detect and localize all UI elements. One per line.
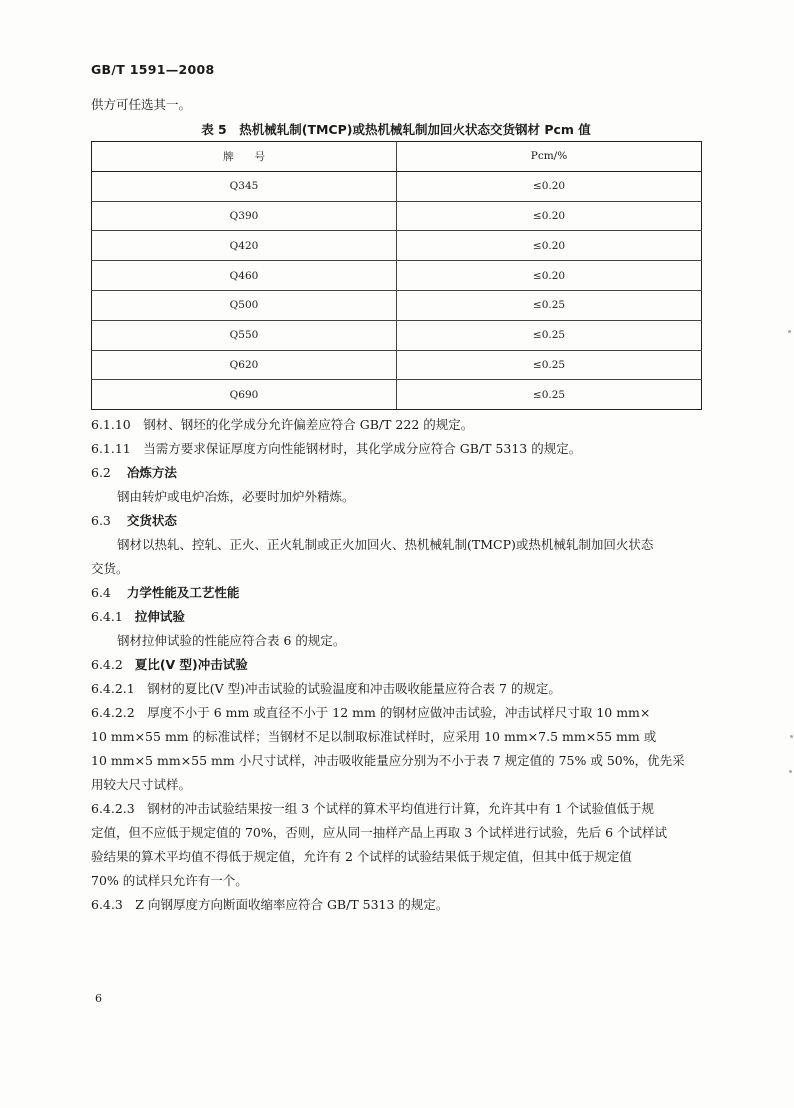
section-6-4-1-heading [91,607,185,625]
scan-speck [789,770,792,773]
clause-6-4-3: 6.4.3 Z 向钢厚度方向断面收缩率应符合 GB/T 5313 的规定。 [91,897,449,912]
table-5 [91,141,702,410]
clause-6-4-2-2-line-4: 用较大尺寸试样。 [91,777,192,792]
pcm-cell: ≤0.25 [397,350,702,380]
section-title: 夏比(V 型)冲击试验 [134,657,248,672]
section-6-4-2-heading [91,655,248,673]
pcm-cell: ≤0.20 [397,231,702,261]
grade-cell: Q420 [92,231,397,261]
section-number: 6.2 [91,465,111,480]
table-header-row [92,142,702,172]
table-row [92,320,702,350]
section-6-4-1-text: 钢材拉伸试验的性能应符合表 6 的规定。 [117,633,346,648]
grade-column-header: 牌 号 [92,142,397,172]
scan-speck [788,330,791,333]
pcm-cell: ≤0.25 [397,320,702,350]
pcm-column-header: Pcm/% [397,142,702,172]
grade-cell: Q460 [92,261,397,291]
clause-6-4-2-1: 6.4.2.1 钢材的夏比(V 型)冲击试验的试验温度和冲击吸收能量应符合表 7 的规定。 [91,681,561,696]
section-6-2-text: 钢由转炉或电炉冶炼，必要时加炉外精炼。 [117,489,355,504]
grade-cell: Q345 [92,171,397,201]
grade-cell: Q550 [92,320,397,350]
clause-6-4-2-2-line-2: 10 mm×55 mm 的标准试样；当钢材不足以制取标准试样时，应采用 10 mm×7.5 mm×55 mm 或 [91,729,657,744]
table-row [92,231,702,261]
section-6-3-text-line-2: 交货。 [91,561,129,576]
section-number: 6.4 [91,585,111,600]
scan-speck [790,735,793,738]
intro-text: 供方可任选其一。 [91,97,192,112]
section-number: 6.4.2 [91,657,123,672]
section-title: 交货状态 [126,513,177,528]
grade-cell: Q690 [92,380,397,410]
clause-6-4-2-3-line-2: 定值，但不应低于规定值的 70%，否则，应从同一抽样产品上再取 3 个试样进行试验，先后 6 个试样试 [91,825,668,840]
section-title: 力学性能及工艺性能 [126,585,240,600]
grade-cell: Q620 [92,350,397,380]
table-row [92,261,702,291]
table-row [92,290,702,320]
section-number: 6.3 [91,513,111,528]
section-6-2-heading [91,463,177,481]
table-row [92,380,702,410]
clause-6-4-2-2-line-3: 10 mm×5 mm×55 mm 小尺寸试样，冲击吸收能量应分别为不小于表 7 规定值的 75% 或 50%，优先采 [91,753,685,768]
clause-6-4-2-2-line-1: 6.4.2.2 厚度不小于 6 mm 或直径不小于 12 mm 的钢材应做冲击试验，冲击试样尺寸取 10 mm× [91,705,651,720]
table-row [92,350,702,380]
grade-cell: Q500 [92,290,397,320]
table-row [92,201,702,231]
pcm-cell: ≤0.20 [397,171,702,201]
section-6-3-text-line-1: 钢材以热轧、控轧、正火、正火轧制或正火加回火、热机械轧制(TMCP)或热机械轧制加回火状态 [117,537,654,552]
pcm-cell: ≤0.20 [397,201,702,231]
pcm-cell: ≤0.25 [397,290,702,320]
clause-6-4-2-3-line-1: 6.4.2.3 钢材的冲击试验结果按一组 3 个试样的算术平均值进行计算，允许其中有 1 个试验值低于规 [91,801,655,816]
table-5-title: 表 5 热机械轧制(TMCP)或热机械轧制加回火状态交货钢材 Pcm 值 [201,122,591,137]
clause-6-1-11: 6.1.11 当需方要求保证厚度方向性能钢材时，其化学成分应符合 GB/T 5313 的规定。 [91,441,582,456]
clause-6-4-2-3-line-3: 验结果的算术平均值不得低于规定值，允许有 2 个试样的试验结果低于规定值，但其中低于规定值 [91,849,632,864]
page-number: 6 [95,992,102,1005]
clause-6-1-10: 6.1.10 钢材、钢坯的化学成分允许偏差应符合 GB/T 222 的规定。 [91,417,474,432]
pcm-cell: ≤0.25 [397,380,702,410]
grade-cell: Q390 [92,201,397,231]
section-6-4-heading [91,583,239,601]
section-6-3-heading [91,511,177,529]
section-title: 拉伸试验 [134,609,185,624]
pcm-cell: ≤0.20 [397,261,702,291]
standard-code-header: GB/T 1591—2008 [91,62,215,77]
clause-6-4-2-3-line-4: 70% 的试样只允许有一个。 [91,873,248,888]
table-row [92,171,702,201]
section-number: 6.4.1 [91,609,123,624]
section-title: 冶炼方法 [126,465,177,480]
